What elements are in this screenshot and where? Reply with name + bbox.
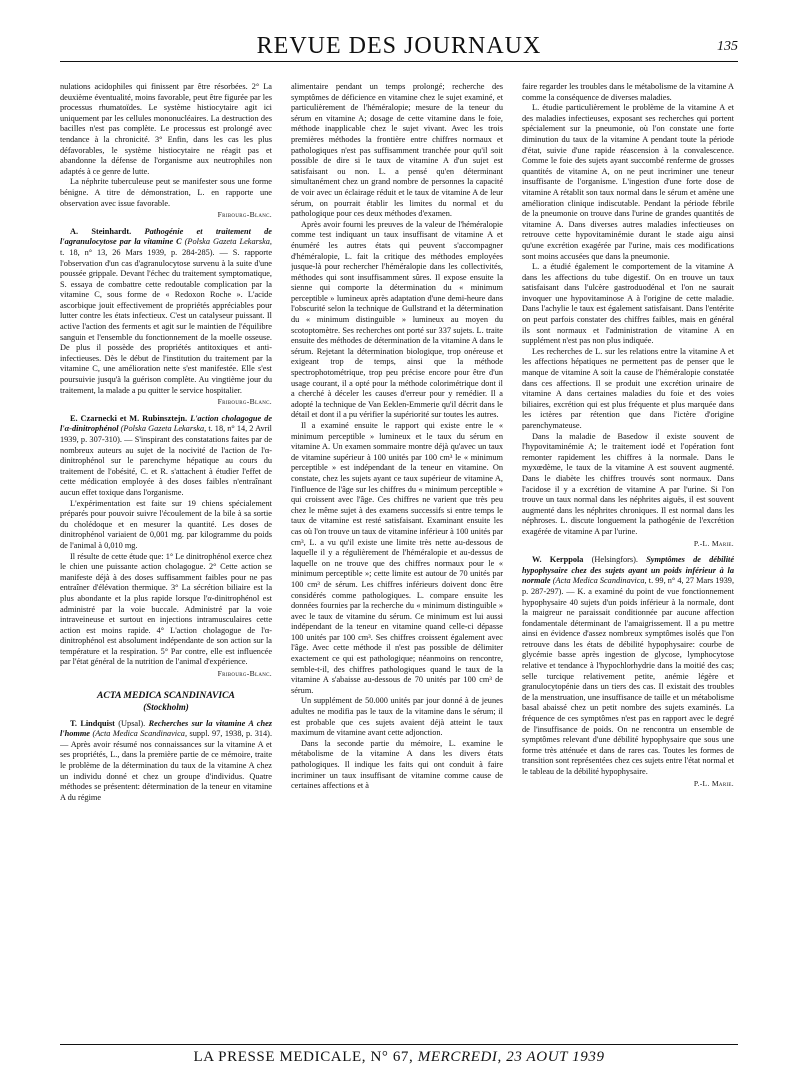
paragraph: L. a étudié également le comportement de la vitamine A dans les affections du tube digestif. On en trouve un taux satisfaisant dans l'ulcère gastroduodénal et l'on ne saurait invoquer une hypovitaminose A à l'origine de cette maladie. Dans l'achylie le taux est également satisfaisant. Dans l'entérite on peut parfois constater des chiffres faibles, mais en général ils sont normaux et l'administration de vitamine A en supplément n'est pas non plus indiquée. [522, 262, 734, 346]
paragraph: faire regarder les troubles dans le métabolisme de la vitamine A comme la conséquence de diverses maladies. [522, 82, 734, 102]
article-abstract [522, 555, 734, 777]
article-title: Symptômes de débilité hypophysaire chez des sujets ayant un poids inférieur à la normale [522, 555, 734, 586]
running-footer [60, 1044, 738, 1067]
article-title: Pathogénie et traitement de l'agranulocytose par la vitamine C [60, 226, 272, 247]
article-abstract [60, 719, 272, 804]
article-abstract [60, 414, 272, 499]
reviewer-signature: Fribourg-Blanc. [217, 669, 272, 679]
text-column-1 [60, 82, 272, 1030]
paragraph: Après avoir fourni les preuves de la valeur de l'héméralopie comme test indiquant un taux insuffisant de vitamine A et énuméré les autres états qui peuvent s'accompagner d'héméralopie, L. fait la critique des méthodes employées jusque-là pour rechercher l'héméralopie dans les collectivités, méthodes qui sont insuffisamment sûres. Il expose ensuite la sienne qui comporte la détermination du « minimum perceptible » lumineux après adaptation d'une demi-heure dans l'obscurité selon la technique de Gullstrand et la détermination du « minimum distinguible » lumineux au moyen du scotoptomètre. Ses recherches ont porté sur 337 sujets. L. traite ensuite des méthodes de détermination de la vitamine A dans le sérum. Rejetant la détermination biologique, trop onéreuse et exigeant trop de temps, ainsi que la méthode spectrophotométrique, trop peu précise encore pour être d'un usage courant, il a opté pour la méthode colorimétrique dont il a cherché à déceler les causes d'erreur pour y remédier. Il a adopté la technique de Van Eeklen-Emmerie qu'il décrit dans le détail et dont il a pu vérifier la supériorité sur toutes les autres. [291, 219, 503, 420]
article-author: A. Steinhardt. [70, 226, 132, 236]
reviewer-signature: Fribourg-Blanc. [217, 397, 272, 407]
reviewer-signature: P.-L. Marie. [693, 538, 734, 548]
paragraph: Il résulte de cette étude que: 1° Le dinitrophénol exerce chez le chien une puissante action cholagogue. 2° Cette action se manifeste déjà à des doses suffisamment faibles pour ne pas entraîner d'élévation thermique. 3° La sécrétion biliaire est la plus abondante et la plus rapide lorsque l'α-dinitrophénol est administré par la voie buccale. Administré par la voie intraveineuse et surtout en injections intramusculaires cette action est moins rapide. 4° L'action cholagogue de l'α-dinitrophénol est absolument indépendante de son action sur la température et la respiration. 5° Par contre, elle est influencée par l'état général de la nutrition de l'animal d'expérience. [60, 551, 272, 667]
article-abstract [60, 227, 272, 397]
article-source: (Acta Medica Scandinavica, [92, 729, 188, 739]
article-author: W. Kerppola [532, 555, 584, 565]
journal-section-city: (Stockholm) [143, 701, 189, 712]
text-column-2 [291, 82, 503, 1030]
reviewer-signature: Fribourg-Blanc. [217, 210, 272, 220]
journal-section-title: REVUE DES JOURNAUX [256, 33, 542, 59]
paragraph: Les recherches de L. sur les relations entre la vitamine A et les affections hépatiques ne permettent pas de penser que le manque de vitamine A soit la cause de l'héméralopie constatée dans ces affections. Il se produit une excrétion urinaire de vitamine A dans certaines maladies du foie et des voies biliaires, excrétion qui est plus fréquente et plus marquée dans les ictères par rétention que dans l'ictère d'origine parenchymateuse. [522, 346, 734, 430]
article-author-city: (Upsal). [118, 718, 146, 728]
footer-date: MERCREDI, 23 AOUT 1939 [417, 1049, 605, 1065]
page-number: 135 [717, 39, 738, 54]
paragraph: Dans la maladie de Basedow il existe souvent de l'hypovitaminémie A; le traitement iodé et l'opération font remonter rapidement les chiffres à la normale. Dans le myxœdème, le taux de la vitamine A est souvent augmenté. Dans le diabète les chiffres trouvés sont normaux. Dans l'acidose il y a excrétion de vitamine A par l'urine. Si l'on trouve un taux normal dans les néphrites aiguës, il est souvent augmenté dans les néphrites chroniques. Il est normal dans les néphroses. L. discute longuement la pathogénie de l'excrétion exagérée de vitamine A par l'urine. [522, 431, 734, 536]
article-author-city: (Helsingfors). [591, 555, 638, 565]
paragraph: L. étudie particulièrement le problème de la vitamine A et des maladies infectieuses, exposant ses recherches qui portent spécialement sur la pneumonie, où l'on constate une forte diminution du taux de la vitamine A pendant toute la période d'état, suivie d'une rapide réascension à la convalescence. Comme le foie des sujets ayant succombé renferme de grosses quantités de vitamine A, on ne peut incriminer une teneur insuffisante de l'organisme. L'ingestion d'une forte dose de vitamine A rétablit son taux normal dans le sérum et amène une amélioration clinique indiscutable. Pendant la période fébrile de la pneumonie on trouve dans l'urine de grandes quantités de vitamine A. Dans diverses autres maladies infectieuses on retrouve cette hypovitaminémie durant le stade aigu ainsi qu'une excrétion exagérée par l'urine, mais ces modifications sont moins accusées que dans la pneumonie. [522, 103, 734, 261]
paragraph: Il a examiné ensuite le rapport qui existe entre le « minimum perceptible » lumineux et le taux du sérum en vitamine A. Un examen sommaire montre déjà qu'avec un taux de vitamine supérieur à 100 unités par 100 cm³ le « minimum perceptible » est indépendant de la teneur en vitamine. On constate, chez les sujets ayant ce taux supérieur de vitamine A, l'influence de l'âge sur les chiffres du « minimum perceptible » qui croissent avec l'âge. Ces chiffres ne varient que très peu chez le même sujet à des examens successifs si entre temps le taux de vitamine est resté satisfaisant. Examinant ensuite les cas où l'on trouve un taux de vitamine inférieur à 100 unités par cm³, L. a vu qu'il existe une limite très nette au-dessous de laquelle il y a régulièrement de l'héméralopie et au-dessus de laquelle on ne trouve que des chiffres normaux pour le « minimum perceptible »; cette limite est autour de 70 unités par 100 cm³ de sérum. Les chiffres inférieurs doivent donc être considérés comme pathologiques. L. compare ensuite les données fournies par la recherche du « minimum distinguible » avec le taux de vitamine du sérum. Ce minimum est lui aussi indépendant de la teneur en vitamine quand celle-ci dépasse 100 unités par 100 cm³. Ses chiffres croissent également avec l'âge. Avec cette méthode il n'est pas possible de délimiter exactement ce qui est pathologique; néanmoins on rencontre, semble-t-il, des chiffres pathologiques quand le taux de la vitamine A s'abaisse au-dessous de 70 unités par 100 cm³ de sérum. [291, 421, 503, 695]
article-title: Recherches sur la vitamine A chez l'homme [60, 718, 272, 739]
journal-section-heading: ACTA MEDICA SCANDINAVICA [97, 689, 235, 701]
paragraph: nulations acidophiles qui finissent par être résorbées. 2° La deuxième éventualité, moins favorable, peut être figurée par les processus rhumatoïdes. Le système histiocytaire agit ici uniquement par les cellules mononucléaires. La destruction des bacilles n'est pas complète. Le processus est prolongé avec tendance à la chronicité. 3° Enfin, dans les cas les plus défavorables, le système histiocytaire ne réagit pas et abandonne la défense de l'organisme aux neutrophiles non adaptés à ce genre de lutte. [60, 82, 272, 176]
article-author: E. Czarnecki et M. Rubinsztejn. [70, 413, 188, 423]
paragraph: Un supplément de 50.000 unités par jour donné à de jeunes adultes ne modifia pas le taux de la vitamine dans le sérum; il est probable que ces sujets avaient déjà atteint le taux maximum de vitamine avant cette adjonction. [291, 696, 503, 738]
article-title: L'action cholagogue de l'α-dinitrophénol [60, 413, 272, 434]
article-author: T. Lindquist [70, 718, 115, 728]
reviewer-signature: P.-L. Marie. [693, 778, 734, 788]
running-header [60, 33, 738, 62]
article-body: t. 18, n° 13, 26 Mars 1939, p. 284-285). — S. rapporte l'observation d'un cas d'agranulocytose survenu à la suite d'une poussée grippale. Devant l'échec du traitement symptomatique, S. essaya de combattre cette redoutable complication par la vitamine C, sous forme de « Redoxon Roche ». L'acide ascorbique jouit effectivement de propriétés appréciables pour lutter contre les états infectieux. C'est un catalyseur puissant. Il active l'action des ferments et agit sur le maintien de l'équilibre sanguin et l'ensemble du fonctionnement de la moelle osseuse. De plus il possède des propriétés antitoxiques et anti-infectieuses. Dès le début de l'institution du traitement par la vitamine C, une amélioration nette s'est manifestée. Elle s'est poursuivie jusqu'à la guérison complète. Au vingtième jour du traitement, la malade a pu quitter le service hospitalier. [60, 247, 272, 395]
paragraph: alimentaire pendant un temps prolongé; recherche des symptômes de déficience en vitamine chez le sujet examiné, et particulièrement de l'héméralopie; mesure de la teneur du sérum en vitamine A; dosage de cette vitamine dans le foie, méthode inapplicable chez le sujet vivant. Avec les trois premières méthodes la frontière entre chiffres normaux et pathologiques n'est pas suffisamment tranchée pour qu'il soit possible de dire si le taux de vitamine A d'un sujet est satisfaisant ou non. L. a pensé qu'en déterminant simultanément chez un grand nombre de personnes la capacité de voir avec un éclairage réduit et le taux de vitamine A de leur sérum, on pourrait établir les limites du normal et du pathologique pour ces deux méthodes d'examen. [291, 82, 503, 219]
article-source: (Polska Gazeta Lekarska, [184, 237, 272, 247]
footer-line [60, 1049, 738, 1066]
article-body: t. 99, n° 4, 27 Mars 1939, p. 287-297). — K. a examiné du point de vue fonctionnement hypophysaire 40 sujets d'un poids inférieur à la normale, dont la maigreur ne paraissait conditionnée par aucune affection fondamentale déterminant de l'amaigrissement. Il a pu mettre ainsi en évidence d'assez nombreux symptômes isolés que l'on retrouve dans les états de débilité hypophysaire: courbe de glycémie basse après ingestion de glycose, lymphocytose relative et tendance à l'hypochlorhydrie dans la moitié des cas; selle turcique relativement petite, anémie légère et granulocytopénie dans un tiers des cas. Il existait des troubles de la menstruation, une insuffisance de taille et un métabolisme basal abaissé chez un petit nombre des sujets examinés. La fréquence de ces symptômes n'est pas en rapport avec le degré de l'insuffisance de poids. On ne rencontra un ensemble de symptômes relevant d'une débilité hypophysaire que sous une forme très atténuée et dans de rares cas. Toutes les formes de transition sont représentées chez ces sujets entre l'état normal et le tableau de la débilité hypophysaire. [522, 576, 734, 776]
article-body: suppl. 97, 1938, p. 314). — Après avoir résumé nos connaissances sur la vitamine A et ses propriétés, L., dans la première partie de ce mémoire, traite le problème de la détermination du taux de la vitamine A chez un individu donné et chez un groupe d'individus. Quatre méthodes se présentent: détermination de la teneur en vitamine A du régime [60, 729, 272, 802]
article-source: (Acta Medica Scandinavica, [552, 576, 647, 586]
text-column-3 [522, 82, 734, 1030]
paragraph: Dans la seconde partie du mémoire, L. examine le métabolisme de la vitamine A dans les divers états pathologiques. Il indique les faits qui ont conduit à faire incriminer un taux insuffisant de vitamine comme cause de certaines affections et à [291, 738, 503, 791]
article-source: (Polska Gazeta Lekarska, [120, 424, 207, 434]
article-body: t. 18, n° 14, 2 Avril 1939, p. 307-310). — S'inspirant des constatations faites par de nombreux auteurs au sujet de la nocivité de l'action de l'α-dinitrophénol sur le parenchyme hépatique au cours du traitement de l'obésité, C. et R. s'attachent à étudier l'effet de cette médication employée à des doses faibles n'entraînant aucun effet toxique dans l'organisme. [60, 424, 272, 497]
footer-journal: LA PRESSE MEDICALE, N° 67, [193, 1049, 414, 1065]
paragraph: La néphrite tuberculeuse peut se manifester sous une forme bénigne. A titre de démonstration, L. en rapporte une observation avec issue favorable. [60, 177, 272, 208]
paragraph: L'expérimentation est faite sur 19 chiens spécialement préparés pour pouvoir suivre l'écoulement de la bile à sa sortie du cholédoque et en mesurer la quantité. Les doses de dinitrophénol variaient de 0,001 mg. par kilogramme du poids de l'animal à 0,010 mg. [60, 498, 272, 550]
